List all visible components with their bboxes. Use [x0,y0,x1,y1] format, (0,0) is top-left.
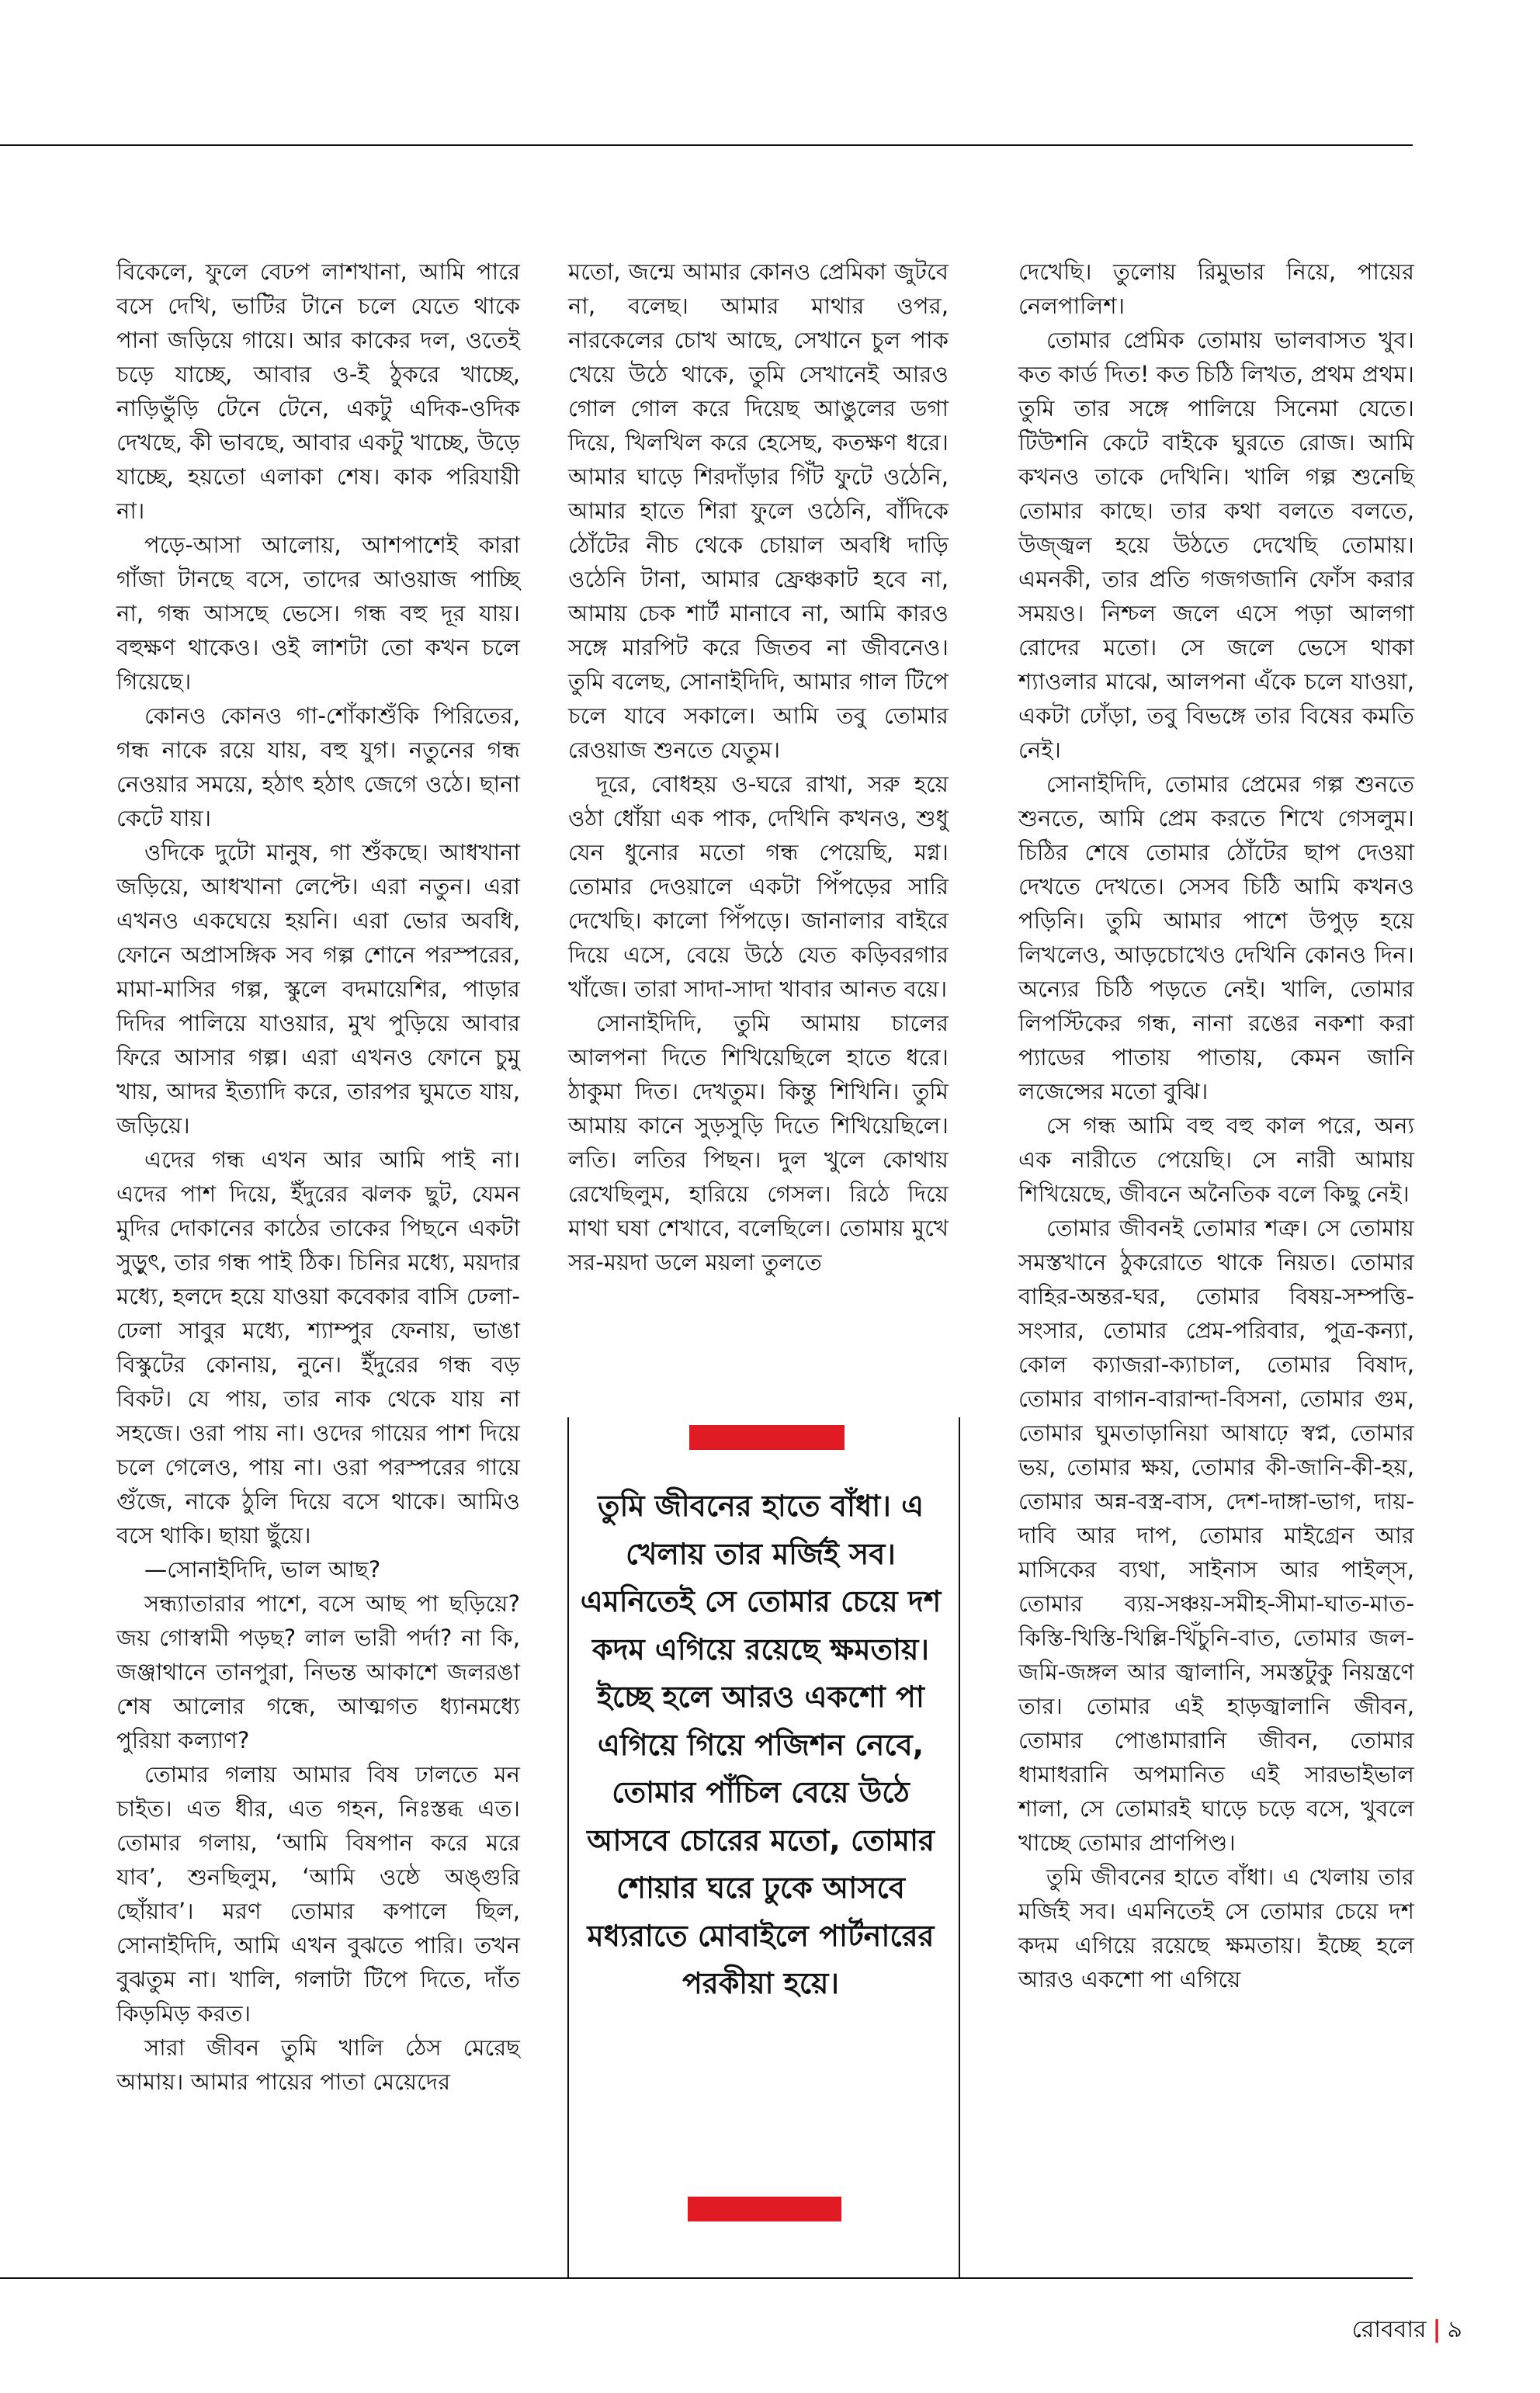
column-divider-1 [567,1417,569,2277]
magazine-name: রোববার [1351,2316,1427,2343]
paragraph: সোনাইদিদি, তোমার প্রেমের গল্প শুনতে শুনতে, আমি প্রেম করতে শিখে গেসলুম। চিঠির শেষে তোমার ঠোঁটের ছাপ দেওয়া দেখতে দেখতে। সেসব চিঠি আমি কখনও পড়িনি। তুমি আমার পাশে উপুড় হয়ে লিখলেও, আড়চোখেও দেখিনি কোনও দিন। অন্যের চিঠি পড়তে নেই। খালি, তোমার লিপস্টিকের গন্ধ, নানা রঙের নকশা করা প্যাডের পাতায় পাতায়, কেমন জানি লজেন্সের মতো বুঝি। [1018,771,1414,1105]
paragraph: তোমার গলায় আমার বিষ ঢালতে মন চাইত। এত ধীর, এত গহন, নিঃস্তব্ধ এত। তোমার গলায়, ‘আমি বিষপান করে মরে যাব’, শুনছিলুম, ‘আমি ওষ্ঠে অঙ্গুরি ছোঁয়াব’। মরণ তোমার কপালে ছিল, সোনাইদিদি, আমি এখন বুঝতে পারি। তখন বুঝতুম না। খালি, গলাটা টিপে দিতে, দাঁত কিড়মিড় করত। [116,1761,520,2027]
paragraph: দূরে, বোধহয় ও-ঘরে রাখা, সরু হয়ে ওঠা ধোঁয়া এক পাক, দেখিনি কখনও, শুধু যেন ধুনোর মতো গন্ধ পেয়েছি, মগ্ন। তোমার দেওয়ালে একটা পিঁপড়ের সারি দেখেছি। কালো পিঁপড়ে। জানালার বাইরে দিয়ে এসে, বেয়ে উঠে যেত কড়িবরগার খাঁজে। তারা সাদা-সাদা খাবার আনত বয়ে। [568,771,949,1002]
paragraph: তোমার প্রেমিক তোমায় ভালবাসত খুব। কত কার্ড দিত! কত চিঠি লিখত, প্রথম প্রথম। তুমি তার সঙ্গে পালিয়ে সিনেমা যেতে। টিউশনি কেটে বাইকে ঘুরতে রোজ। আমি কখনও তাকে দেখিনি। খালি গল্প শুনেছি তোমার কাছে। তার কথা বলতে বলতে, উজ্জ্বল হয়ে উঠতে দেখেছি তোমায়। এমনকী, তার প্রতি গজগজানি ফোঁস করার সময়ও। নিশ্চল জলে এসে পড়া আলগা রোদের মতো। সে জলে ভেসে থাকা শ্যাওলার মাঝে, আলপনা এঁকে চলে যাওয়া, একটা ঢোঁড়া, তবু বিভঙ্গে তার বিষের কমতি নেই। [1018,327,1414,763]
paragraph: সন্ধ্যাতারার পাশে, বসে আছ পা ছড়িয়ে? জয় গোস্বামী পড়ছ? লাল ভারী পর্দা? না কি, জঞ্জাথানে তানপুরা, নিভন্ত আকাশে জলরঙা শেষ আলোর গন্ধে, আত্মগত ধ্যানমধ্যে পুরিয়া কল্যাণ? [116,1590,520,1753]
top-rule [0,144,1413,146]
paragraph: সারা জীবন তুমি খালি ঠেস মেরেছ আমায়। আমার পায়ের পাতা মেয়েদের [116,2034,520,2095]
paragraph: তুমি জীবনের হাতে বাঁধা। এ খেলায় তার মর্জিই সব। এমনিতেই সে তোমার চেয়ে দশ কদম এগিয়ে রয়েছে ক্ষমতায়। ইচ্ছে হলে আরও একশো পা এগিয়ে [1018,1864,1414,1992]
article-column-2 [568,255,949,1279]
pull-quote: তুমি জীবনের হাতে বাঁধা। এ খেলায় তার মর্জিই সব। এমনিতেই সে তোমার চেয়ে দশ কদম এগিয়ে রয়েছে ক্ষমতায়। ইচ্ছে হলে আরও একশো পা এগিয়ে গিয়ে পজিশন নেবে, তোমার পাঁচিল বেয়ে উঠে আসবে চোরের মতো, তোমার শোয়ার ঘরে ঢুকে আসবে মধ্যরাতে মোবাইলে পার্টনারের পরকীয়া হয়ে। [580,1489,942,2000]
paragraph: মতো, জন্মে আমার কোনও প্রেমিকা জুটবে না, বলেছ। আমার মাথার ওপর, নারকেলের চোখ আছে, সেখানে চুল পাক খেয়ে উঠে থাকে, তুমি সেখানেই আরও গোল গোল করে দিয়েছ আঙুলের ডগা দিয়ে, খিলখিল করে হেসেছ, কতক্ষণ ধরে। আমার ঘাড়ে শিরদাঁড়ার গিঁট ফুটে ওঠেনি, আমার হাতে শিরা ফুলে ওঠেনি, বাঁদিকে ঠোঁটের নীচ থেকে চোয়াল অবধি দাড়ি ওঠেনি টানা, আমার ফ্রেঞ্চকাট হবে না, আমায় চেক শার্ট মানাবে না, আমি কারও সঙ্গে মারপিট করে জিতব না জীবনেও। তুমি বলেছ, সোনাইদিদি, আমার গাল টিপে চলে যাবে সকালে। আমি তবু তোমার রেওয়াজ শুনতে যেতুম। [568,258,949,763]
paragraph: ওদিকে দুটো মানুষ, গা শুঁকছে। আধখানা জড়িয়ে, আধখানা লেপ্টে। এরা নতুন। এরা এখনও একঘেয়ে হয়নি। এরা ভোর অবধি, ফোনে অপ্রাসঙ্গিক সব গল্প শোনে পরস্পরের, মামা-মাসির গল্প, স্কুলে বদমায়েশির, পাড়ার দিদির পালিয়ে যাওয়ার, মুখ পুড়িয়ে আবার ফিরে আসার গল্প। এরা এখনও ফোনে চুমু খায়, আদর ইত্যাদি করে, তারপর ঘুমতে যায়, জড়িয়ে। [116,839,520,1139]
bottom-rule [0,2277,1413,2279]
pull-quote-top-bar [689,1425,845,1450]
article-column-1 [116,255,520,2099]
pull-quote-bottom-bar [688,2197,841,2221]
paragraph: কোনও কোনও গা-শোঁকাশুঁকি পিরিতের, গন্ধ নাকে রয়ে যায়, বহু যুগ। নতুনের গন্ধ নেওয়ার সময়ে, হঠাৎ হঠাৎ জেগে ওঠে। ছানা কেটে যায়। [116,702,520,831]
paragraph: সে গন্ধ আমি বহু বহু কাল পরে, অন্য এক নারীতে পেয়েছি। সে নারী আমায় শিখিয়েছে, জীবনে অনৈতিক বলে কিছু নেই। [1018,1112,1414,1207]
paragraph: তোমার জীবনই তোমার শত্রু। সে তোমায় সমস্তখানে ঠুকরোতে থাকে নিয়ত। তোমার বাহির-অন্তর-ঘর, তোমার বিষয়-সম্পত্তি-সংসার, তোমার প্রেম-পরিবার, পুত্র-কন্যা, কোল ক্যাজরা-ক্যাচাল, তোমার বিষাদ, তোমার বাগান-বারান্দা-বিসনা, তোমার গুম, তোমার ঘুমতাড়ানিয়া আষাঢ়ে স্বপ্ন, তোমার ভয়, তোমার ক্ষয়, তোমার কী-জানি-কী-হয়, তোমার অন্ন-বস্ত্র-বাস, দেশ-দাঙ্গা-ভাগ, দায়-দাবি আর দাপ, তোমার মাইগ্রেন আর মাসিকের ব্যথা, সাইনাস আর পাইল্‌স, তোমার ব্যয়-সঞ্চয়-সমীহ-সীমা-ঘাত-মাত-কিস্তি-খিস্তি-খিল্লি-খিঁচুনি-বাত, তোমার জল-জমি-জঙ্গল আর জ্বালানি, সমস্তটুকু নিয়ন্ত্রণে তার। তোমার এই হাড়জ্বালানি জীবন, তোমার পোঙামারানি জীবন, তোমার ধামাধরানি অপমানিত এই সারভাইভাল শালা, সে তোমারই ঘাড়ে চড়ে বসে, খুবলে খাচ্ছে তোমার প্রাণপিণ্ড। [1018,1215,1414,1856]
footer-separator: | [1432,2316,1441,2343]
paragraph: এদের গন্ধ এখন আর আমি পাই না। এদের পাশ দিয়ে, ইঁদুরের ঝলক ছুট, যেমন মুদির দোকানের কাঠের তাকের পিছনে একটা সুড়ুৎ, তার গন্ধ পাই ঠিক। চিনির মধ্যে, ময়দার মধ্যে, হলদে হয়ে যাওয়া কবেকার বাসি ঢেলা-ঢেলা সাবুর মধ্যে, শ্যাম্পুর ফেনায়, ভাঙা বিস্কুটের কোনায়, নুনে। ইঁদুরের গন্ধ বড় বিকট। যে পায়, তার নাক থেকে যায় না সহজে। ওরা পায় না। ওদের গায়ের পাশ দিয়ে চলে গেলেও, পায় না। ওরা পরস্পরের গায়ে গুঁজে, নাকে ঠুলি দিয়ে বসে থাকে। আমিও বসে থাকি। ছায়া ছুঁয়ে। [116,1146,520,1549]
column-divider-2 [959,1417,960,2277]
paragraph: দেখেছি। তুলোয় রিমুভার নিয়ে, পায়ের নেলপালিশ। [1018,258,1414,319]
page-footer [1352,2315,1462,2346]
dialogue-line: —সোনাইদিদি, ভাল আছ? [144,1556,381,1583]
paragraph: বিকেলে, ফুলে বেঢপ লাশখানা, আমি পারে বসে দেখি, ভাটির টানে চলে যেতে থাকে পানা জড়িয়ে গায়ে। আর কাকের দল, ওতেই চড়ে যাচ্ছে, আবার ও-ই ঠুকরে খাচ্ছে, নাড়িভুঁড়ি টেনে টেনে, একটু এদিক-ওদিক দেখছে, কী ভাবছে, আবার একটু খাচ্ছে, উড়ে যাচ্ছে, হয়তো এলাকা শেষ। কাক পরিযায়ী না। [116,258,520,524]
paragraph: সোনাইদিদি, তুমি আমায় চালের আলপনা দিতে শিখিয়েছিলে হাতে ধরে। ঠাকুমা দিত। দেখতুম। কিন্তু শিখিনি। তুমি আমায় কানে সুড়সুড়ি দিতে শিখিয়েছিলে। লতি। লতির পিছন। দুল খুলে কোথায় রেখেছিলুম, হারিয়ে গেসল। রিঠে দিয়ে মাথা ঘষা শেখাবে, বলেছিলে। তোমায় মুখে সর-ময়দা ডলে ময়লা তুলতে [568,1010,949,1275]
article-column-3 [1018,255,1414,1996]
page-number: ৯ [1447,2316,1462,2343]
paragraph: পড়ে-আসা আলোয়, আশপাশেই কারা গাঁজা টানছে বসে, তাদের আওয়াজ পাচ্ছি না, গন্ধ আসছে ভেসে। গন্ধ বহু দূর যায়। বহুক্ষণ থাকেও। ওই লাশটা তো কখন চলে গিয়েছে। [116,532,520,695]
